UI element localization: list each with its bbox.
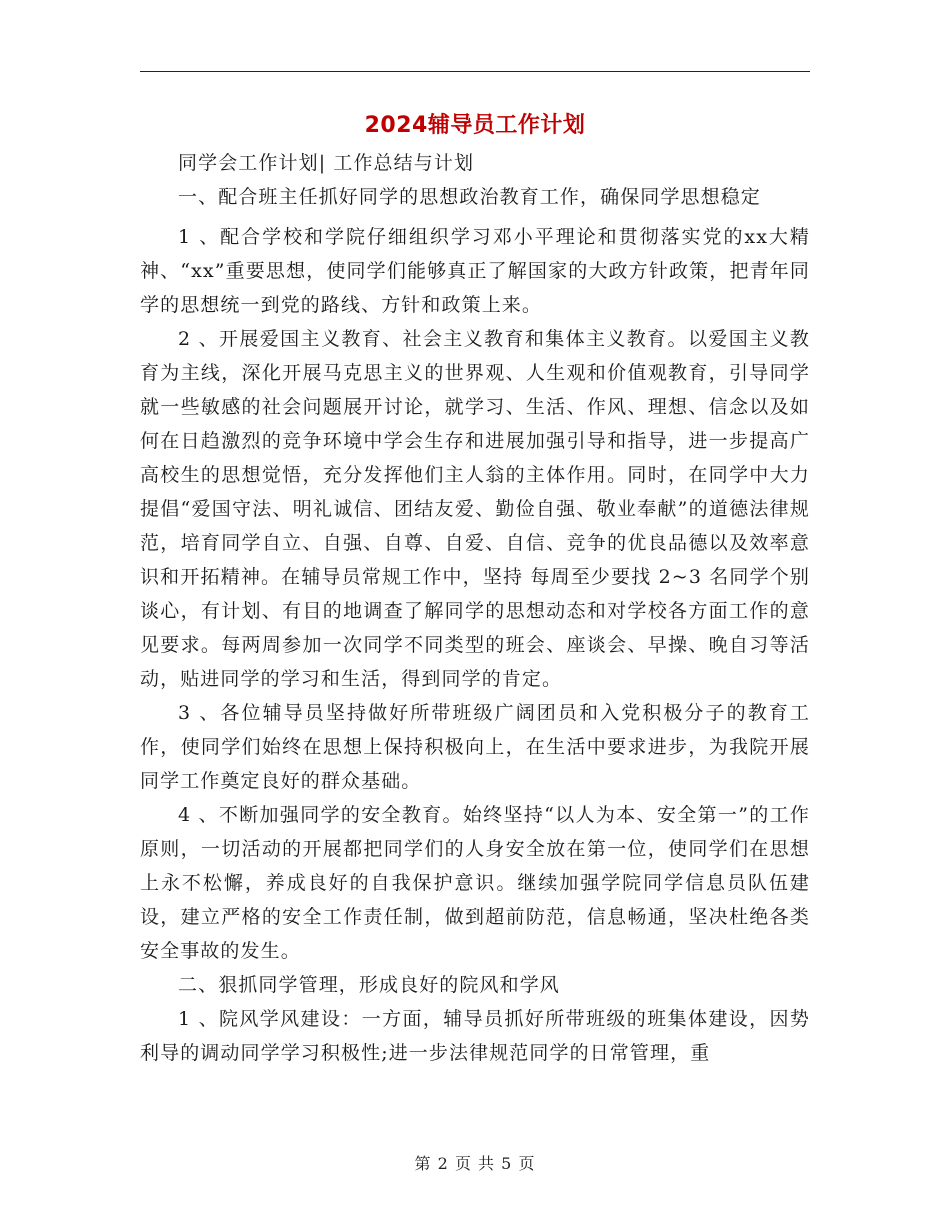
footer-total-prefix: 共 xyxy=(478,1154,496,1173)
paragraph-section-2-heading: 二、狠抓同学管理，形成良好的院风和学风 xyxy=(178,974,560,996)
paragraph-subtitle: 同学会工作计划| 工作总结与计划 xyxy=(178,152,475,174)
footer-total-label: 页 xyxy=(518,1154,536,1173)
document-title: 2024辅导员工作计划 xyxy=(364,113,586,138)
footer-page-label: 页 xyxy=(454,1154,472,1173)
footer-prefix: 第 xyxy=(414,1154,432,1173)
paragraph-item-1: 1 、配合学校和学院仔细组织学习邓小平理论和贯彻落实党的xx大精神、“xx”重要思想，使同学们能够真正了解国家的大政方针政策，把青年同学的思想统一到党的路线、方针和政策上来。 xyxy=(140,226,810,316)
footer-page-total: 5 xyxy=(501,1154,513,1173)
paragraph-item-2: 2 、开展爱国主义教育、社会主义教育和集体主义教育。以爱国主义教育为主线，深化开展马克思主义的世界观、人生观和价值观教育，引导同学就一些敏感的社会问题展开讨论，就学习、生活、作风、理想、信念以及如何在日趋激烈的竞争环境中学会生存和进展加强引导和指导，进一步提高广高校生的思想觉悟，充分发挥他们主人翁的主体作用。同时，在同学中大力提倡“爱国守法、明礼诚信、团结友爱、勤俭自强、敬业奉献”的道德法律规范，培育同学自立、自强、自尊、自爱、自信、竞争的优良品德以及效率意识和开拓精神。在辅导员常规工作中，坚持 每周至少要找 2~3 名同学个别谈心，有计划、有目的地调查了解同学的思想动态和对学校各方面工作的意见要求。每两周参加一次同学不同类型的班会、座谈会、早操、晚自习等活动，贴进同学的学习和生活，得到同学的肯定。 xyxy=(140,328,810,690)
paragraph-item-4: 4 、不断加强同学的安全教育。始终坚持“以人为本、安全第一”的工作原则，一切活动的开展都把同学们的人身安全放在第一位，使同学们在思想上永不松懈，养成良好的自我保护意识。继续加强学院同学信息员队伍建设，建立严格的安全工作责任制，做到超前防范，信息畅通，坚决杜绝各类安全事故的发生。 xyxy=(140,804,810,962)
page-footer xyxy=(0,1152,950,1176)
paragraph-item-3: 3 、各位辅导员坚持做好所带班级广阔团员和入党积极分子的教育工作，使同学们始终在思想上保持积极向上，在生活中要求进步，为我院开展同学工作奠定良好的群众基础。 xyxy=(140,702,810,792)
header-rule xyxy=(140,71,810,72)
document-body xyxy=(140,146,810,1070)
footer-page-current: 2 xyxy=(437,1154,449,1173)
paragraph-section-2-item-1: 1 、院风学风建设：一方面，辅导员抓好所带班级的班集体建设，因势利导的调动同学学习积极性;进一步法律规范同学的日常管理，重 xyxy=(140,1008,810,1064)
paragraph-section-1-heading: 一、配合班主任抓好同学的思想政治教育工作，确保同学思想稳定 xyxy=(178,186,761,208)
